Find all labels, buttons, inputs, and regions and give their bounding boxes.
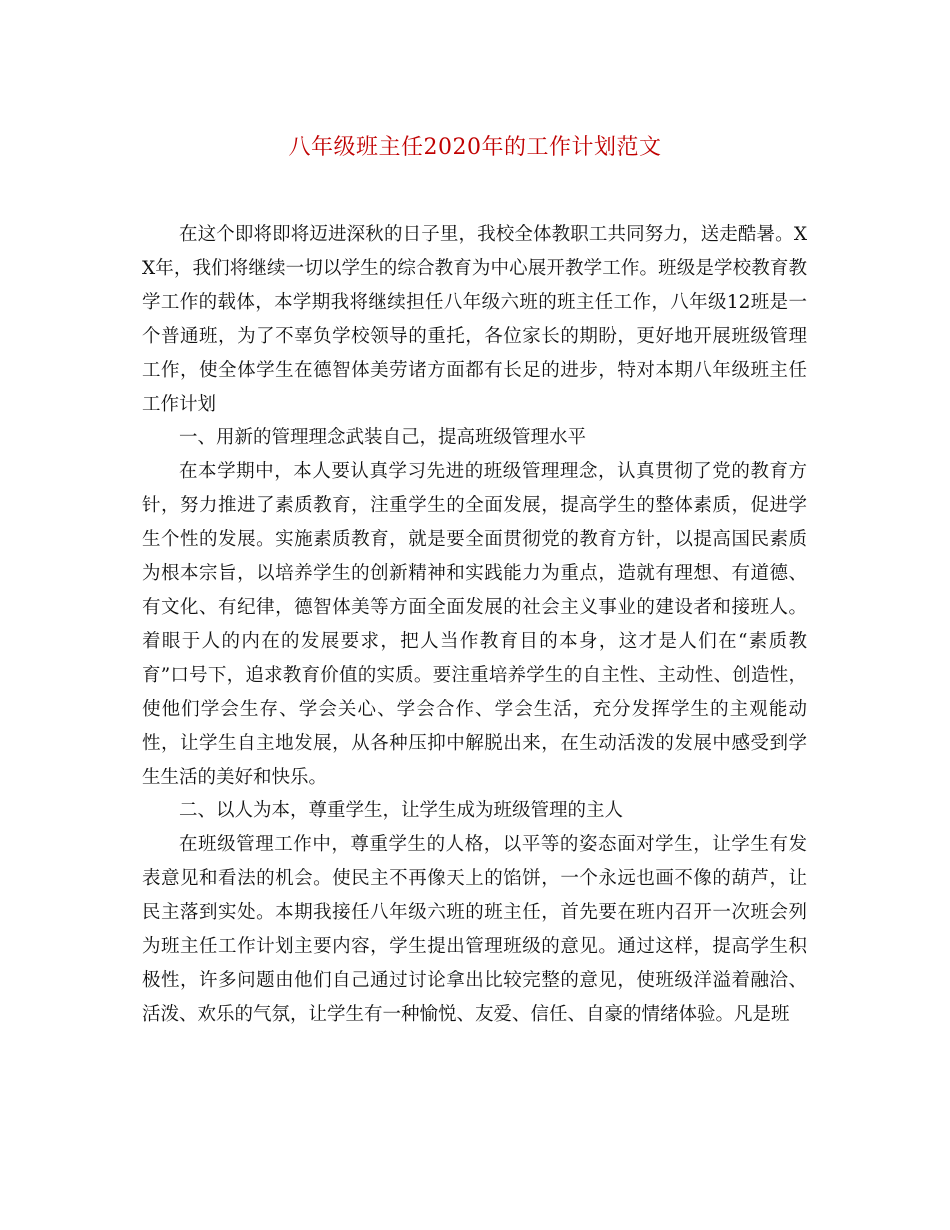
paragraph-section-1: 在本学期中，本人要认真学习先进的班级管理理念，认真贯彻了党的教育方针，努力推进了素质教育，注重学生的全面发展，提高学生的整体素质，促进学生个性的发展。实施素质教育，就是要全面贯彻党的教育方针，以提高国民素质为根本宗旨，以培养学生的创新精神和实践能力为重点，造就有理想、有道德、有文化、有纪律，德智体美等方面全面发展的社会主义事业的建设者和接班人。着眼于人的内在的发展要求，把人当作教育目的本身，这才是人们在“素质教育”口号下，追求教育价值的实质。要注重培养学生的自主性、主动性、创造性，使他们学会生存、学会关心、学会合作、学会生活，充分发挥学生的主观能动性，让学生自主地发展，从各种压抑中解脱出来，在生动活泼的发展中感受到学生生活的美好和快乐。 — [142, 461, 807, 788]
section-heading-1: 一、用新的管理理念武装自己，提高班级管理水平 — [179, 427, 587, 449]
paragraph-intro: 在这个即将即将迈进深秋的日子里，我校全体教职工共同努力，送走酷暑。XX年，我们将继续一切以学生的综合教育为中心展开教学工作。班级是学校教育教学工作的载体，本学期我将继续担任八年级六班的班主任工作，八年级12班是一个普通班，为了不辜负学校领导的重托，各位家长的期盼，更好地开展班级管理工作，使全体学生在德智体美劳诸方面都有长足的进步，特对本期八年级班主任工作计划 — [142, 224, 807, 415]
section-heading-2: 二、以人为本，尊重学生，让学生成为班级管理的主人 — [179, 800, 624, 822]
document-title: 八年级班主任2020年的工作计划范文 — [288, 135, 662, 160]
paragraph-section-2: 在班级管理工作中，尊重学生的人格，以平等的姿态面对学生，让学生有发表意见和看法的机会。使民主不再像天上的馅饼，一个永远也画不像的葫芦，让民主落到实处。本期我接任八年级六班的班主任，首先要在班内召开一次班会列为班主任工作计划主要内容，学生提出管理班级的意见。通过这样，提高学生积极性，许多问题由他们自己通过讨论拿出比较完整的意见，使班级洋溢着融洽、活泼、欢乐的气氛，让学生有一种愉悦、友爱、信任、自豪的情绪体验。凡是班 — [142, 834, 807, 1025]
document-body — [142, 218, 807, 1032]
